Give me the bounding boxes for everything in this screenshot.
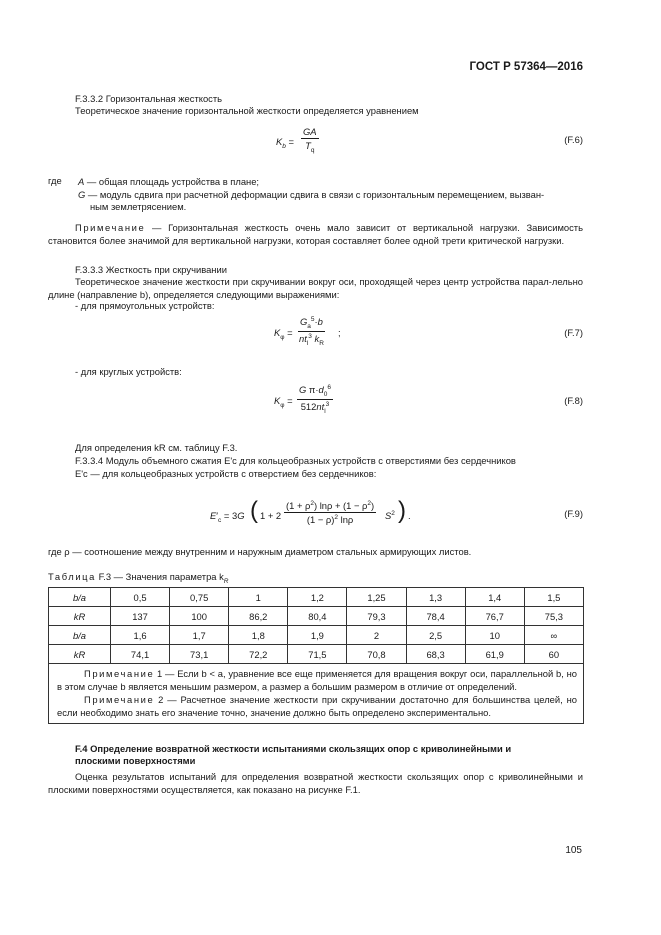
definition-g: G — модуль сдвига при расчетной деформации сдвига в связи с горизонтальным перемещением, вызван- [78,189,545,200]
section-f4-title: F.4 Определение возвратной жесткости испытаниями скользящих опор с криволинейными и плоскими поверхностями [75,743,512,766]
equation-number-f6: (F.6) [564,134,583,145]
kr-reference: Для определения kR см. таблицу F.3. [75,442,238,453]
equation-number-f8: (F.8) [564,395,583,406]
table-note-2: Примечание 2 — Расчетное значение жесткости при скручивании достаточно для большинства целей, но если необходимо знать его значение точно, значение должно быть определено экспериментально. [57,694,577,718]
table-row: b/a 1,6 1,7 1,8 1,9 2 2,5 10 ∞ [49,626,584,645]
section-f334-line2: E'c — для кольцеобразных устройств с отверстием без сердечников: [75,468,377,479]
definition-a: A — общая площадь устройства в плане; [78,176,260,187]
definition-g-cont: ным землетрясением. [90,201,187,212]
table-row: kR 137 100 86,2 80,4 79,3 78,4 76,7 75,3 [49,607,584,626]
where-label: где [48,175,62,186]
rho-definition: где ρ — соотношение между внутренним и наружным диаметром стальных армирующих листов. [48,546,472,557]
table-row: kR 74,1 73,1 72,2 71,5 70,8 68,3 61,9 60 [49,645,584,664]
list-item-rectangular: - для прямоугольных устройств: [75,300,215,311]
section-f333-title: F.3.3.3 Жесткость при скручивании [75,264,227,275]
equation-f6-fraction: $\frac{GA}{T_q}$ [303,126,317,154]
note-horizontal-stiffness: Примечание — Горизонтальная жесткость очень мало зависит от вертикальной нагрузки. Зависимость становится более значимой для вертикальной нагрузки, которая составляет более одной трети критической нагрузки. [48,222,583,246]
table-notes-row [49,664,584,724]
section-f333-text: Теоретическое значение жесткости при скручивании вокруг оси, проходящей через центр устройства парал-лельно длине (направление b), определяется следующими выражениями: [48,276,583,300]
section-f334-line1: F.3.3.4 Модуль объемного сжатия E'c для кольцеобразных устройств с отверстиями без сердечников [75,455,516,466]
page-number: 105 [565,845,582,856]
equation-number-f7: (F.7) [564,327,583,338]
table-note-1: Примечание 1 — Если b < a, уравнение все еще применяется для вращения вокруг оси, параллельной b, но в этом случае b является меньшим размером, а размер a большим размером в отличие от определений. [57,668,577,692]
document-header: ГОСТ Р 57364—2016 [469,61,583,73]
table-f3 [48,587,584,724]
list-item-round: - для круглых устройств: [75,366,182,377]
section-f332-title: F.3.3.2 Горизонтальная жесткость [75,93,223,104]
table-row: b/a 0,5 0,75 1 1,2 1,25 1,3 1,4 1,5 [49,588,584,607]
section-f4-text: Оценка результатов испытаний для определения возвратной жесткости скользящих опор с криволинейными и плоскими поверхностями осуществляется, как показано на рисунке F.1. [48,771,583,795]
table-caption: Таблица F.3 — Значения параметра $k_R$ [48,571,229,585]
section-f332-text: Теоретическое значение горизонтальной жесткости определяется уравнением [75,105,419,116]
equation-number-f9: (F.9) [564,508,583,519]
